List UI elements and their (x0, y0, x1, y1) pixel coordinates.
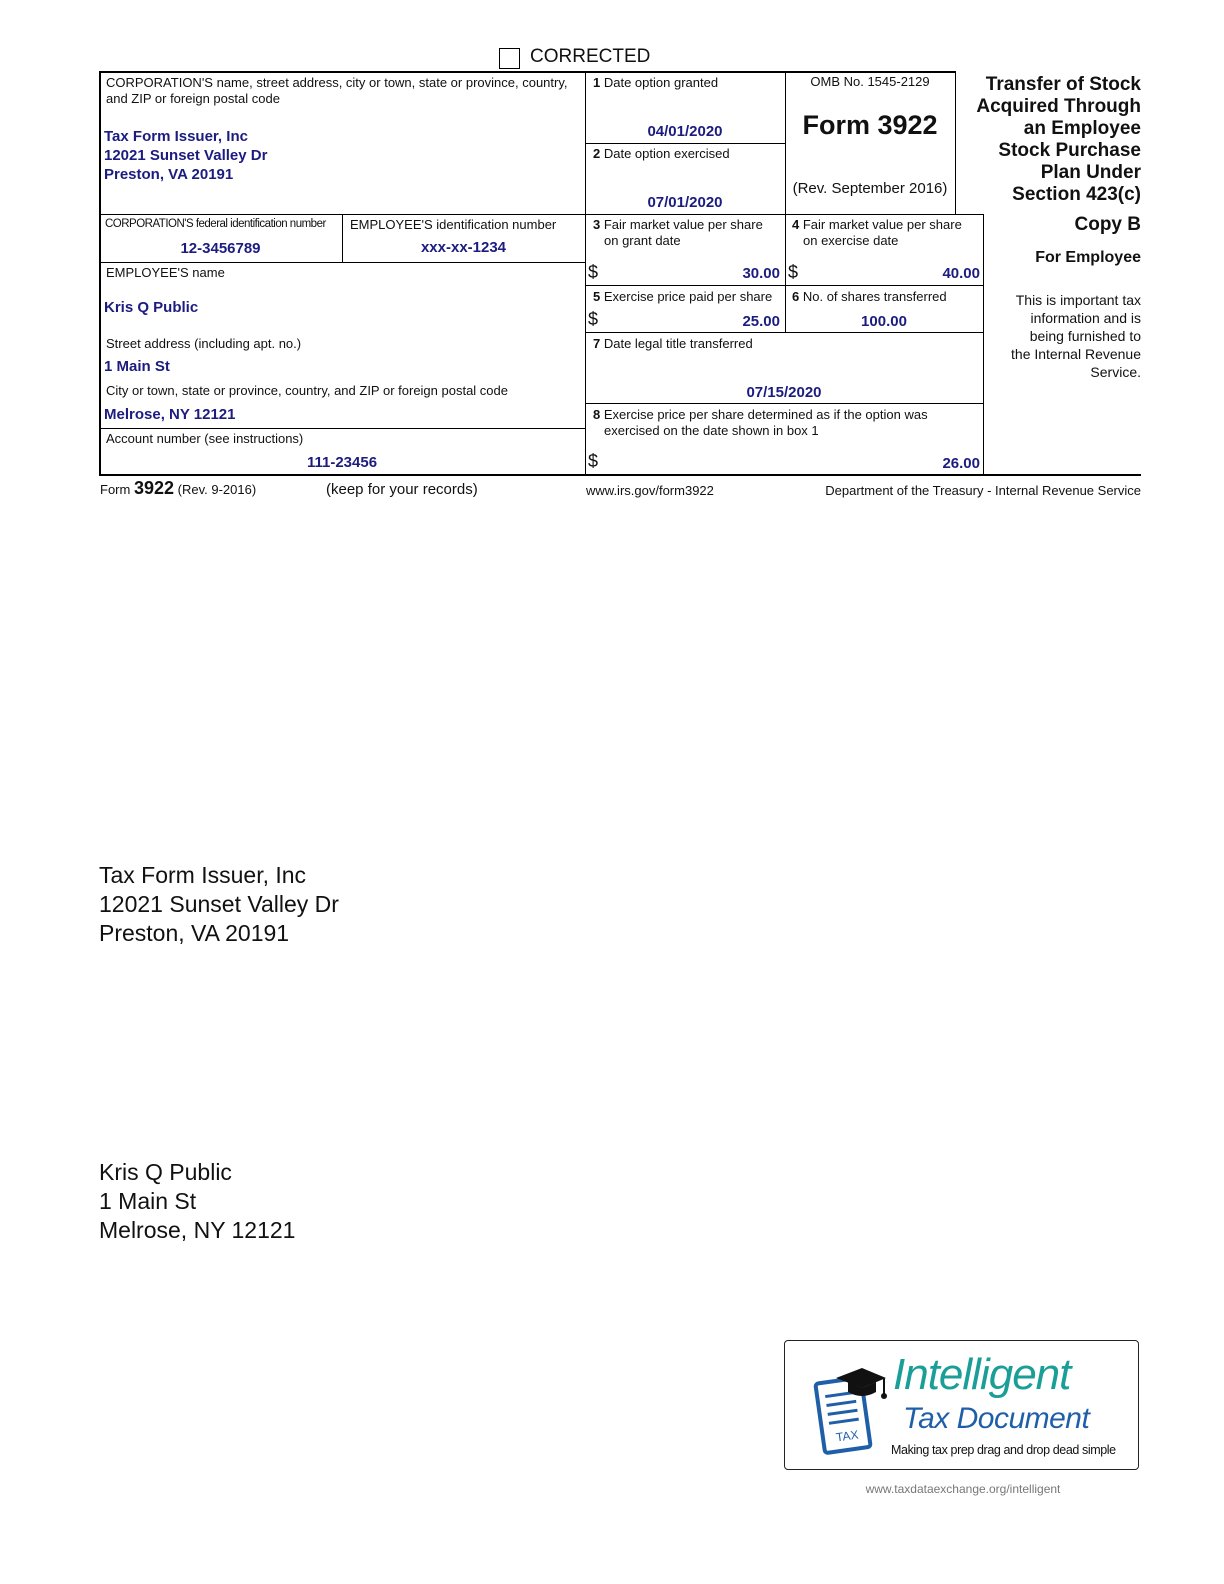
divider-ids-name (99, 262, 585, 263)
box3-currency: $ (588, 262, 599, 282)
corp-fin-label: CORPORATION'S federal identification number (105, 218, 326, 230)
copy-notice: This is important tax information and is being furnished to the Internal Revenue Service. (1011, 292, 1141, 380)
divider-box56-box7 (585, 332, 983, 333)
logo-badge: TAX (835, 1427, 860, 1445)
sender-address: Tax Form Issuer, Inc 12021 Sunset Valley Dr Preston, VA 20191 (99, 862, 339, 946)
logo-line1: Intelligent (893, 1350, 1071, 1399)
divider-box1-box2 (585, 143, 785, 144)
box6-label: 6 No. of shares transferred (792, 289, 947, 304)
box7-label: 7 Date legal title transferred (593, 336, 753, 351)
corrected-checkbox[interactable] (499, 48, 520, 69)
employee-name-value: Kris Q Public (104, 299, 199, 316)
employee-id-value: xxx-xx-1234 (420, 239, 507, 256)
logo-line2: Tax Document (903, 1402, 1090, 1435)
form-revision: (Rev. September 2016) (792, 180, 948, 197)
corp-street: 12021 Sunset Valley Dr (104, 147, 268, 164)
box2-value: 07/01/2020 (647, 194, 723, 211)
box8-currency: $ (588, 451, 599, 471)
box1-value: 04/01/2020 (647, 123, 723, 140)
recipient-address: Kris Q Public 1 Main St Melrose, NY 12121 (99, 1159, 296, 1243)
corp-name: Tax Form Issuer, Inc (104, 128, 248, 145)
footer-form-id: Form 3922 (Rev. 9-2016) (100, 478, 257, 498)
divider-city-account (99, 428, 585, 429)
city-value: Melrose, NY 12121 (104, 406, 236, 423)
corp-address-label: CORPORATION'S name, street address, city or town, state or province, country, and ZIP or foreign postal code (106, 75, 568, 106)
form-title: Form 3922 (802, 110, 938, 140)
form-description-title: Transfer of Stock Acquired Through an Employee Stock Purchase Plan Under Section 423(c) (976, 74, 1141, 205)
street-value: 1 Main St (104, 358, 170, 375)
corrected-label: CORRECTED (530, 46, 651, 67)
logo-url[interactable]: www.taxdataexchange.org/intelligent (865, 1482, 1061, 1496)
box5-currency: $ (588, 309, 599, 329)
street-label: Street address (including apt. no.) (106, 336, 302, 351)
box4-label: 4 Fair market value per share on exercise date (792, 217, 962, 248)
copy-subtitle: For Employee (1035, 249, 1141, 266)
footer-keep: (keep for your records) (326, 481, 478, 498)
box3-label: 3 Fair market value per share on grant date (593, 217, 763, 248)
divider-boxes-copy (983, 214, 984, 475)
box6-value: 100.00 (861, 313, 907, 330)
corp-fin-value: 12-3456789 (180, 240, 261, 257)
employee-id-label: EMPLOYEE'S identification number (350, 217, 557, 232)
box8-value: 26.00 (942, 455, 980, 472)
form-top-border (99, 71, 955, 73)
employee-name-label: EMPLOYEE'S name (106, 265, 225, 280)
footer-dept: Department of the Treasury - Internal Revenue Service (825, 483, 1141, 498)
box1-label: 1 Date option granted (593, 75, 719, 90)
divider-box7-box8 (585, 403, 983, 404)
divider-omb-title (955, 71, 956, 214)
divider-box34-box56 (585, 285, 983, 286)
city-label: City or town, state or province, country, and ZIP or foreign postal code (106, 383, 508, 398)
omb-number: OMB No. 1545-2129 (810, 74, 930, 89)
logo-tagline: Making tax prep drag and drop dead simple (891, 1443, 1116, 1457)
tax-document-icon (810, 1360, 890, 1460)
box7-value: 07/15/2020 (746, 384, 822, 401)
box4-currency: $ (788, 262, 799, 282)
form-bottom-border (99, 474, 1141, 476)
box5-label: 5 Exercise price paid per share (593, 289, 773, 304)
box2-label: 2 Date option exercised (593, 146, 730, 161)
account-label: Account number (see instructions) (106, 431, 304, 446)
box3-value: 30.00 (742, 265, 780, 282)
divider-top-row (99, 214, 983, 215)
box5-value: 25.00 (742, 313, 780, 330)
corp-city: Preston, VA 20191 (104, 166, 234, 183)
copy-title: Copy B (1074, 214, 1141, 235)
footer-url[interactable]: www.irs.gov/form3922 (586, 483, 714, 498)
box8-label: 8 Exercise price per share determined as if the option was exercised on the date shown in box 1 (593, 407, 928, 438)
form-left-border (99, 71, 101, 475)
box4-value: 40.00 (942, 265, 980, 282)
account-value: 111-23456 (306, 454, 378, 471)
